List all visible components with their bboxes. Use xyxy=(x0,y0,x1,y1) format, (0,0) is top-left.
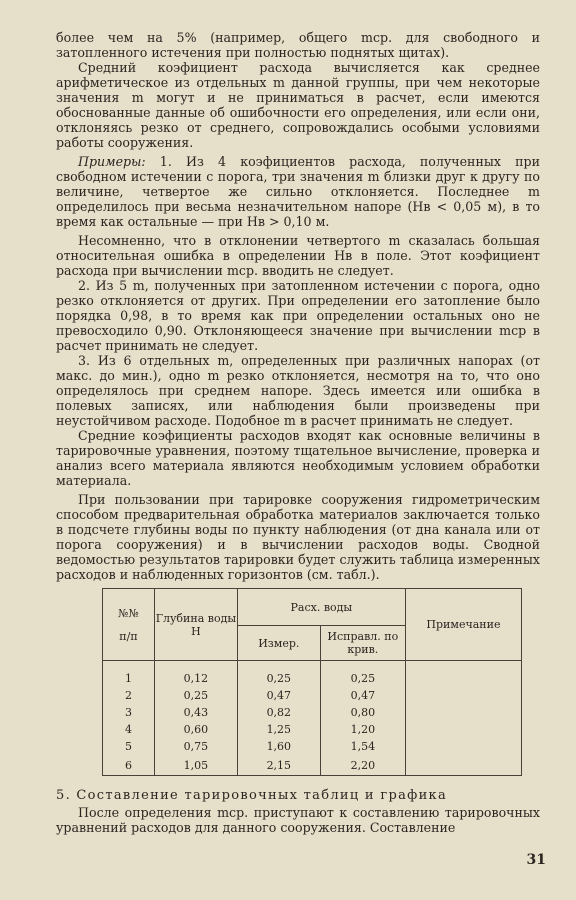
row-flow-corrected: 1,54 xyxy=(320,738,405,755)
col-header-flow: Расх. воды xyxy=(237,589,405,626)
paragraph-examples xyxy=(56,154,540,229)
results-table-wrapper xyxy=(102,588,522,776)
table-row xyxy=(103,755,522,776)
row-note xyxy=(405,721,521,738)
paragraph-2: Средний коэфициент расхода вычисляется как среднее арифметическое из отдельных m данной группы, при чем некоторые значения m могут и не приниматься в расчет, если имеются обоснованные данные об ошибочности его определения, или если они, отклоняясь резко от среднего, сопровождались особыми условиями работы сооружения. xyxy=(56,60,540,150)
table-row xyxy=(103,704,522,721)
row-flow-measured: 0,25 xyxy=(237,670,320,687)
row-flow-measured: 2,15 xyxy=(237,755,320,776)
row-flow-measured: 0,47 xyxy=(237,687,320,704)
row-flow-measured: 0,82 xyxy=(237,704,320,721)
paragraph-9: После определения mср. приступают к составлению тарировочных уравнений расходов для данного сооружения. Составление xyxy=(56,805,540,835)
row-number: 6 xyxy=(103,755,155,776)
row-depth: 0,43 xyxy=(154,704,237,721)
row-depth: 0,25 xyxy=(154,687,237,704)
row-number: 5 xyxy=(103,738,155,755)
col-header-corrected: Исправл. по крив. xyxy=(320,626,405,661)
table-row xyxy=(103,687,522,704)
row-number: 4 xyxy=(103,721,155,738)
row-flow-corrected: 0,80 xyxy=(320,704,405,721)
results-table xyxy=(102,588,522,776)
row-note xyxy=(405,704,521,721)
col-header-number-top: №№ xyxy=(118,606,139,620)
row-depth: 0,60 xyxy=(154,721,237,738)
row-depth: 0,12 xyxy=(154,670,237,687)
row-note xyxy=(405,687,521,704)
examples-label: Примеры: xyxy=(78,154,146,169)
paragraph-8: При пользовании при тарировке сооружения гидрометрическим способом предварительная обработка материалов заключается только в подсчете глубины воды по пункту наблюдения (от дна канала или от порога сооружения) и в вычислении расходов воды. Сводной ведомостью результатов тарировки будет служить таблица измеренных расходов и наблюденных горизонтов (см. табл.). xyxy=(56,492,540,582)
row-note xyxy=(405,738,521,755)
row-flow-corrected: 0,47 xyxy=(320,687,405,704)
paragraph-7: Средние коэфициенты расходов входят как основные величины в тарировочные уравнения, поэтому тщательное вычисление, проверка и анализ всего материала являются необходимым условием обработки материала. xyxy=(56,428,540,488)
col-header-depth: Глубина воды H xyxy=(154,589,237,661)
row-depth: 0,75 xyxy=(154,738,237,755)
row-flow-corrected: 0,25 xyxy=(320,670,405,687)
row-number: 1 xyxy=(103,670,155,687)
table-row xyxy=(103,721,522,738)
row-note xyxy=(405,755,521,776)
row-depth: 1,05 xyxy=(154,755,237,776)
section-heading: 5. Составление тарировочных таблиц и графика xyxy=(56,788,448,803)
paragraph-5: 2. Из 5 m, полученных при затопленном истечении с порога, одно резко отклоняется от других. При определении его затопление было порядка 0,98, в то время как при определении остальных оно не превосходило 0,90. Отклоняющееся значение при вычислении mср в расчет принимать не следует. xyxy=(56,278,540,353)
col-header-number xyxy=(103,589,155,661)
paragraph-1: более чем на 5% (например, общего mср. для свободного и затопленного истечения при полностью поднятых щитах). xyxy=(56,30,540,60)
row-number: 2 xyxy=(103,687,155,704)
row-note xyxy=(405,670,521,687)
row-flow-corrected: 1,20 xyxy=(320,721,405,738)
row-flow-measured: 1,25 xyxy=(237,721,320,738)
col-header-measured: Измер. xyxy=(237,626,320,661)
row-number: 3 xyxy=(103,704,155,721)
row-flow-corrected: 2,20 xyxy=(320,755,405,776)
table-row xyxy=(103,670,522,687)
examples-text: 1. Из 4 коэфициентов расхода, полученных при свободном истечении с порога, три значения m близки друг к другу по величине, четвертое же сильно отклоняется. Последнее m определилось при весьма незначительном напоре (Hв < 0,05 м), в то время как остальные — при Hв > 0,10 м. xyxy=(56,154,540,229)
page-number: 31 xyxy=(526,852,546,868)
paragraph-6: 3. Из 6 отдельных m, определенных при различных напорах (от макс. до мин.), одно m резко отклоняется, несмотря на то, что оно определялось при среднем напоре. Здесь имеется или ошибка в полевых записях, или наблюдения были произведены при неустойчивом расходе. Подобное m в расчет принимать не следует. xyxy=(56,353,540,428)
col-header-note: Примечание xyxy=(405,589,521,661)
table-row xyxy=(103,738,522,755)
col-header-number-bottom: п/п xyxy=(119,629,138,643)
row-flow-measured: 1,60 xyxy=(237,738,320,755)
paragraph-4: Несомненно, что в отклонении четвертого m сказалась большая относительная ошибка в определении Hв в поле. Этот коэфициент расхода при вычислении mср. вводить не следует. xyxy=(56,233,540,278)
